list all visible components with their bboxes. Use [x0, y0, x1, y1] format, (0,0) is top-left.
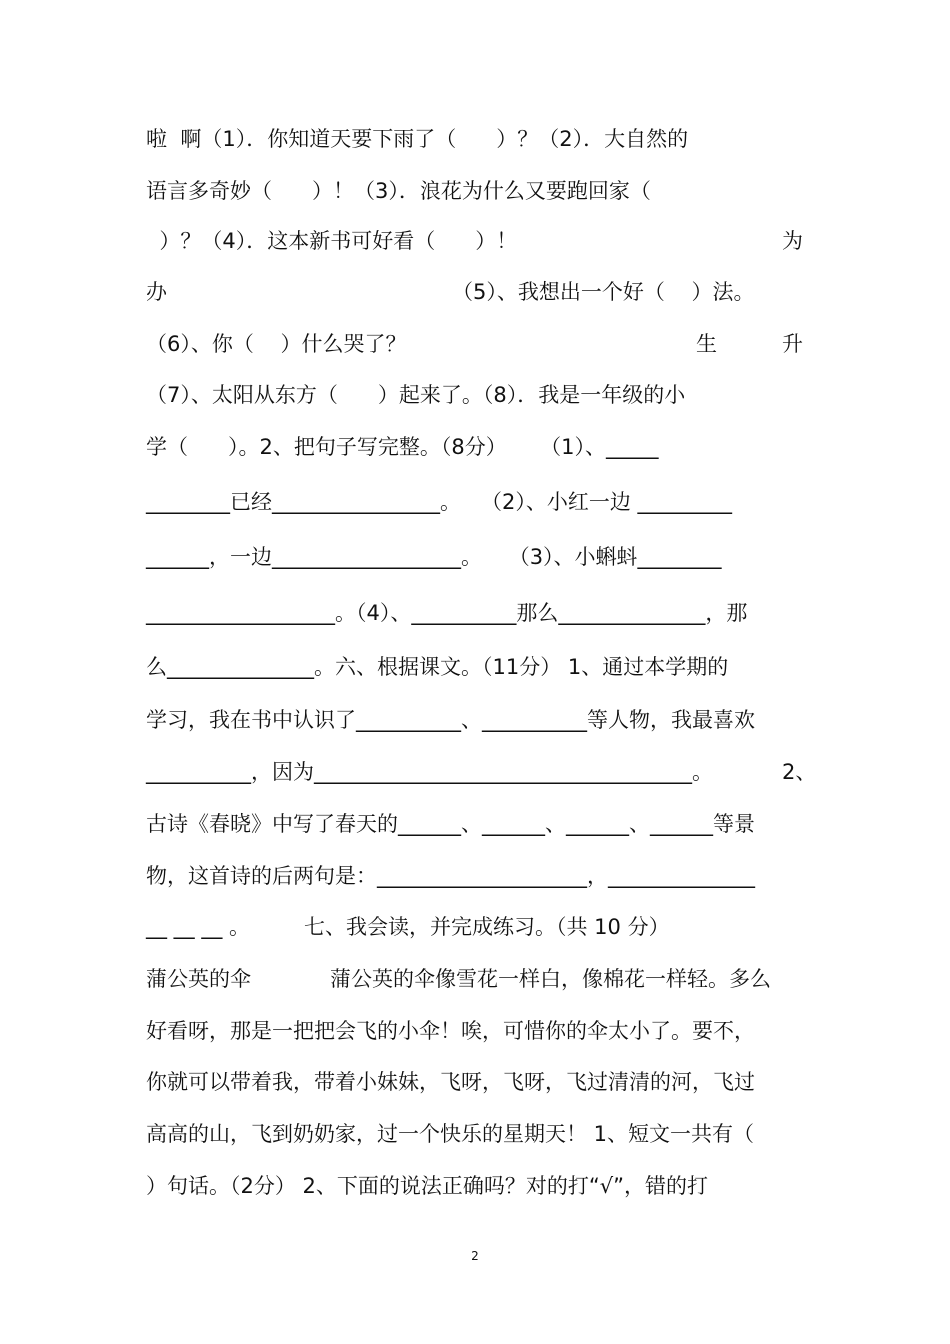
- text-line: [146, 1011, 806, 1051]
- text-line: [146, 272, 806, 312]
- text-segment: （7）、太阳从东方（ ）起来了。（8）．我是一年级的小: [146, 383, 686, 407]
- text-segment: 2、: [782, 760, 817, 784]
- text-segment: 你就可以带着我，带着小妹妹，飞呀，飞呀，飞过清清的河，飞过: [146, 1070, 755, 1094]
- section-heading: 七、我会读，并完成练习。（共 10 分）: [304, 915, 670, 939]
- text-line: [146, 324, 806, 364]
- text-segment: ）？（4）．这本新书可好看（ ）！: [146, 229, 518, 253]
- text-line: [146, 856, 806, 896]
- text-segment: 好看呀，那是一把把会飞的小伞！唉，可惜你的伞太小了。要不，: [146, 1019, 755, 1043]
- text-segment: 升: [782, 332, 803, 356]
- text-segment: ______，一边__________________。 （3）、小蝌蚪________: [146, 545, 722, 569]
- text-segment: __________________。（4）、__________那么______________，那: [146, 601, 748, 625]
- text-line: [146, 647, 806, 687]
- text-line: [146, 1062, 806, 1102]
- text-line: [146, 482, 806, 522]
- text-line: [146, 221, 806, 261]
- text-segment: 语言多奇妙（ ）！（3）．浪花为什么又要跑回家（: [146, 179, 651, 203]
- text-segment: （5）、我想出一个好（ ）法。: [452, 280, 755, 304]
- text-segment: 学（ ）。2、把句子写完整。（8分） （1）、_____: [146, 435, 659, 459]
- text-segment: 蒲公英的伞像雪花一样白，像棉花一样轻。多么: [330, 967, 771, 991]
- text-line: [146, 427, 806, 467]
- text-segment: 生: [696, 332, 717, 356]
- text-line: [146, 171, 806, 211]
- text-segment: ）句话。（2分） 2、下面的说法正确吗？对的打“√”，错的打: [146, 1174, 709, 1198]
- text-segment: __ __ __ 。: [146, 915, 251, 939]
- text-line: [146, 959, 806, 999]
- text-line: [146, 1166, 806, 1206]
- text-line: [146, 537, 806, 577]
- text-line: [146, 907, 806, 947]
- text-segment: ________已经________________。 （2）、小红一边 _________: [146, 490, 733, 514]
- text-segment: 高高的山，飞到奶奶家，过一个快乐的星期天！ 1、短文一共有（: [146, 1122, 755, 1146]
- text-segment: 物，这首诗的后两句是：____________________，______________: [146, 864, 755, 888]
- text-segment: （6）、你（ ）什么哭了？: [146, 332, 407, 356]
- text-line: [146, 804, 806, 844]
- text-segment: 古诗《春晓》中写了春天的______、______、______、______等景: [146, 812, 755, 836]
- text-segment: 为: [782, 229, 803, 253]
- text-segment: 办: [146, 280, 167, 304]
- passage-title: 蒲公英的伞: [146, 967, 251, 991]
- text-segment: 么______________。六、根据课文。（11分） 1、通过本学期的: [146, 655, 729, 679]
- text-segment: 啦 啊（1）．你知道天要下雨了（ ）？（2）．大自然的: [146, 127, 689, 151]
- text-segment: 学习，我在书中认识了__________、__________等人物，我最喜欢: [146, 708, 755, 732]
- text-line: [146, 700, 806, 740]
- text-line: [146, 119, 806, 159]
- page-number: 2: [471, 1249, 479, 1263]
- text-line: [146, 375, 806, 415]
- text-segment: __________，因为____________________________________。: [146, 760, 713, 784]
- text-line: [146, 752, 817, 792]
- text-line: [146, 593, 806, 633]
- text-line: [146, 1114, 806, 1154]
